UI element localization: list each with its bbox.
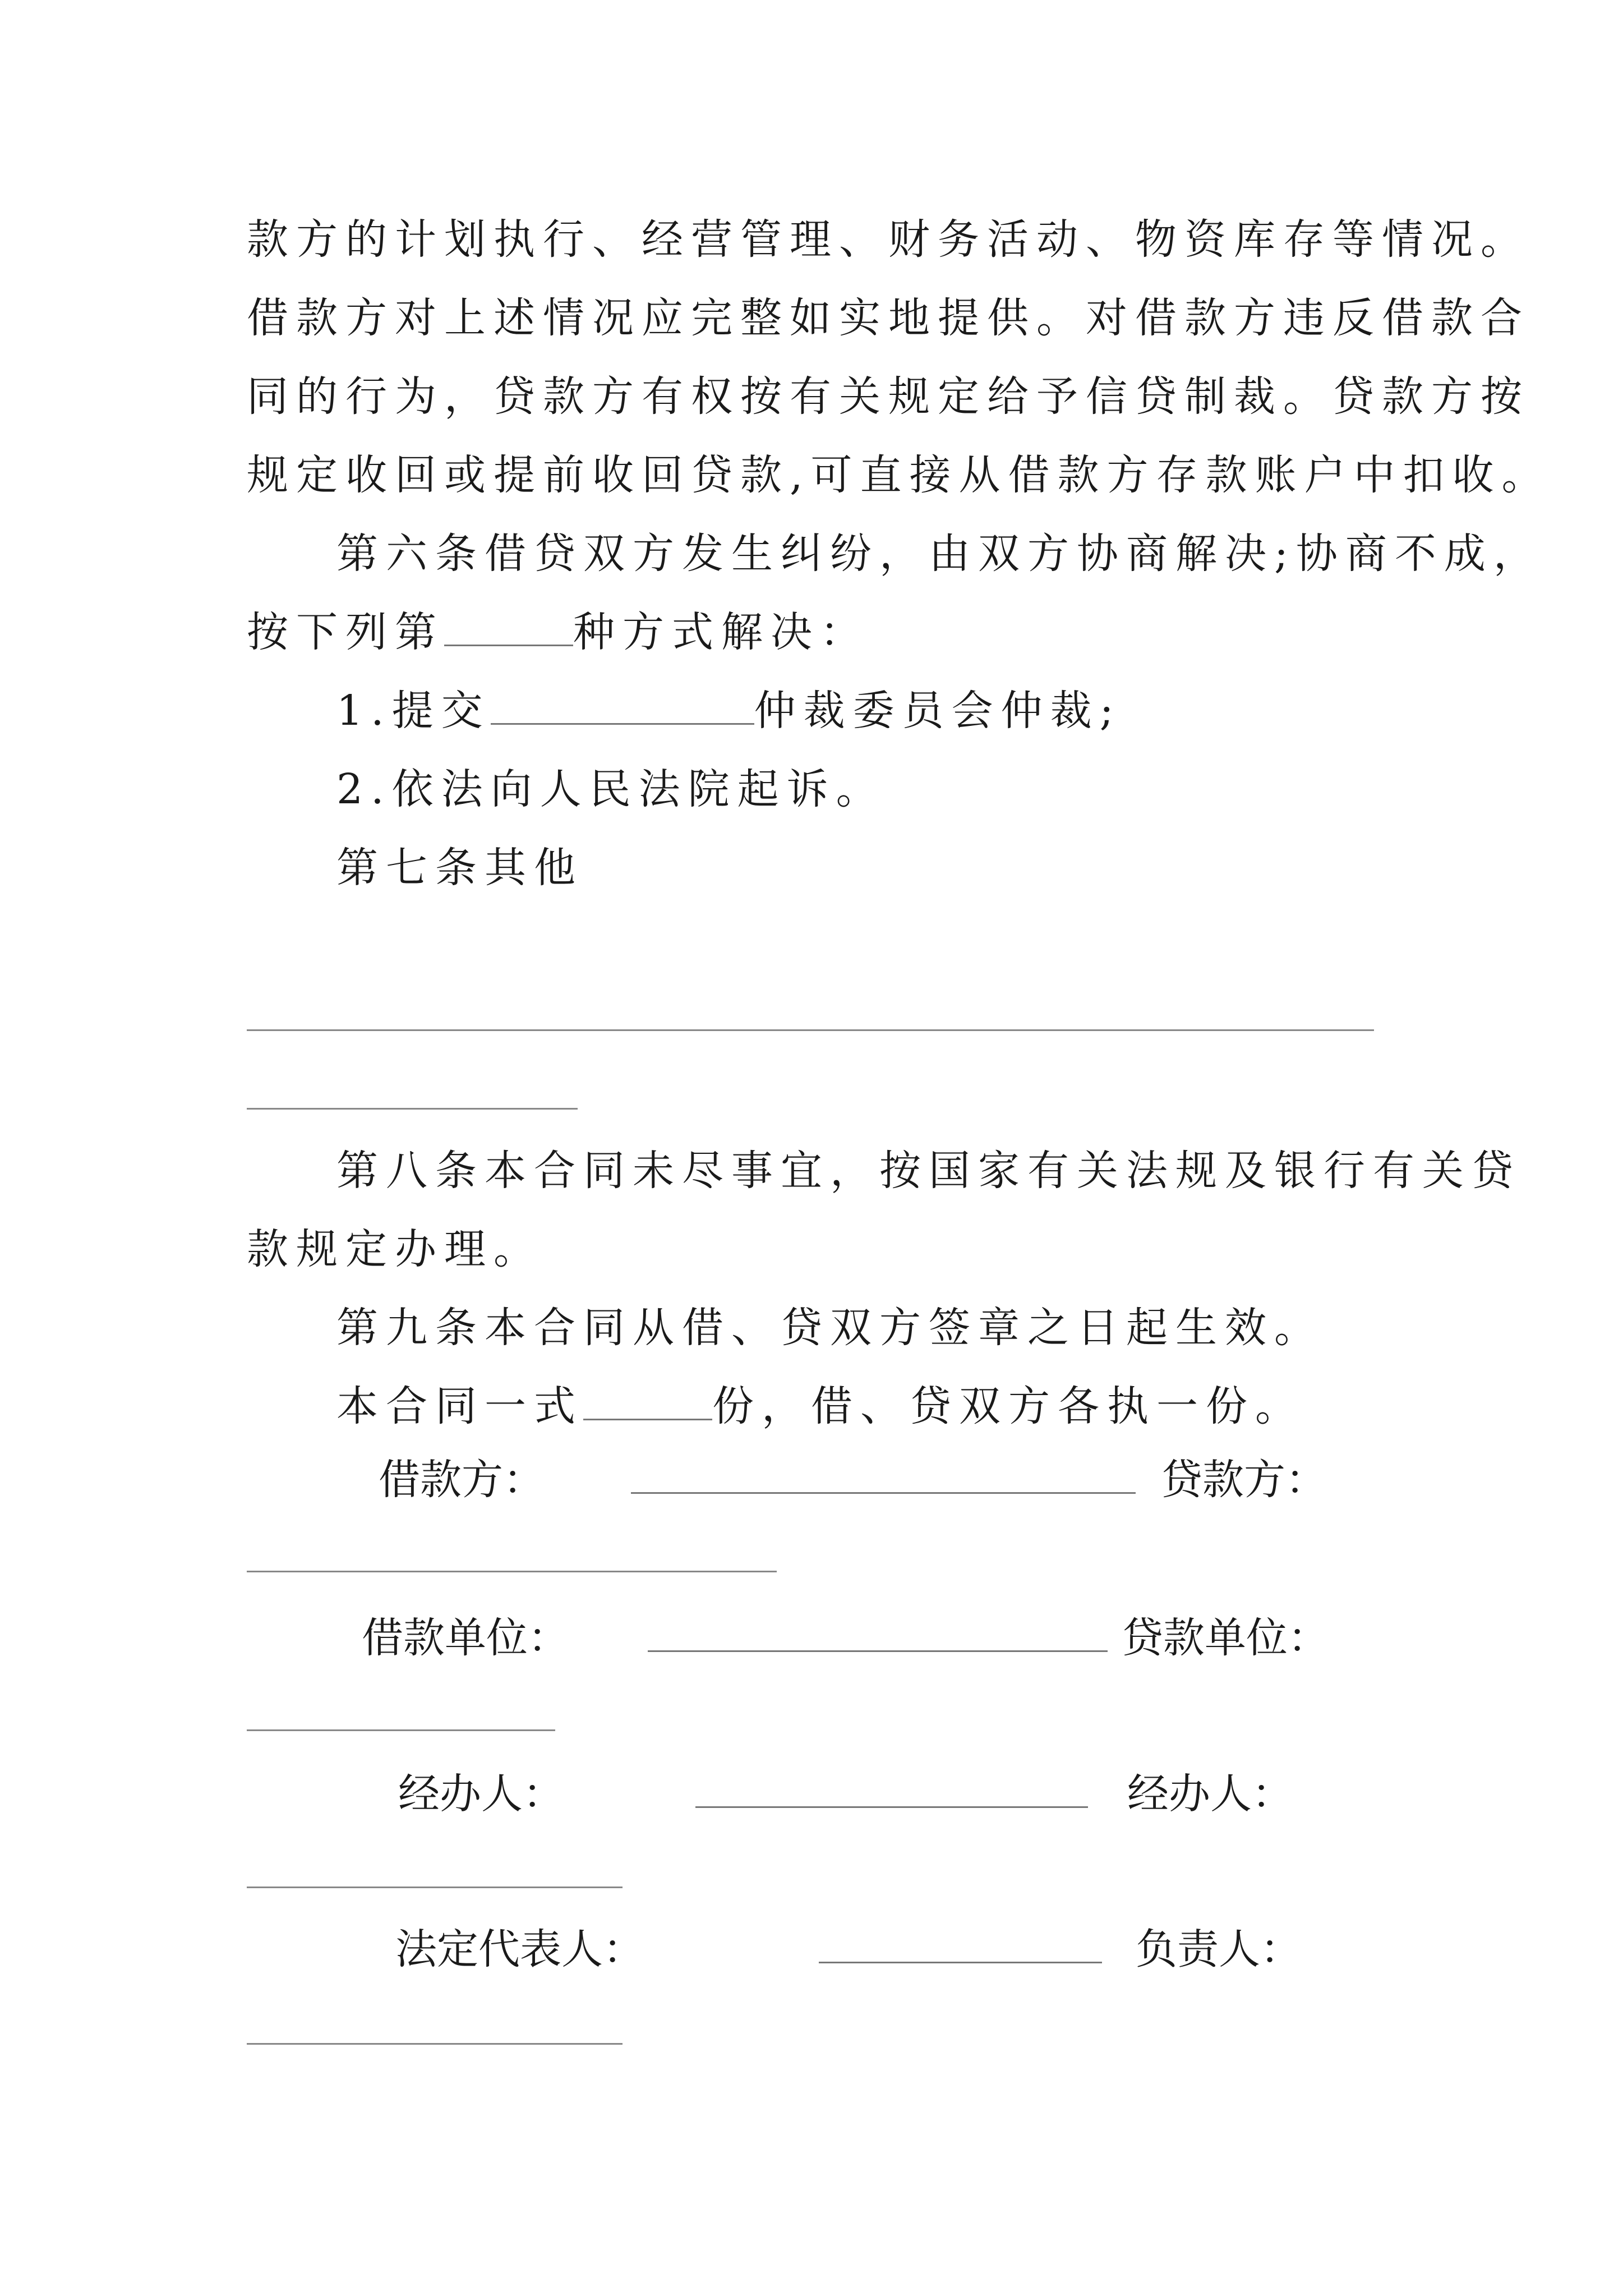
paragraph-line: 款方的计划执行、经营管理、财务活动、物资库存等情况。 xyxy=(247,215,1530,264)
lender-handler-blank[interactable] xyxy=(247,1887,623,1888)
option-2-line: 2.依法向人民法院起诉。 xyxy=(336,765,886,813)
article-8-line: 第八条本合同未尽事宜，按国家有关法规及银行有关贷 xyxy=(336,1147,1521,1195)
legal-representative-label: 法定代表人： xyxy=(395,1925,644,1973)
option-1-prefix: 1.提交 xyxy=(336,687,491,735)
method-number-blank[interactable] xyxy=(444,611,573,646)
copies-line xyxy=(336,1381,1304,1432)
option-1-line xyxy=(336,685,1122,736)
copies-count-blank[interactable] xyxy=(583,1385,712,1420)
lender-blank[interactable] xyxy=(247,1571,777,1572)
article-6-prefix: 按下列第 xyxy=(247,608,444,656)
article-8-line: 款规定办理。 xyxy=(247,1225,543,1273)
article-6-line: 第六条借贷双方发生纠纷，由双方协商解决;协商不成， xyxy=(336,530,1543,578)
lender-label: 贷款方： xyxy=(1161,1456,1327,1504)
borrower-unit-blank[interactable] xyxy=(648,1650,1108,1652)
lender-unit-label: 贷款单位： xyxy=(1122,1614,1329,1662)
borrower-handler-blank[interactable] xyxy=(695,1806,1088,1808)
paragraph-line: 借款方对上述情况应完整如实地提供。对借款方违反借款合 xyxy=(247,294,1530,342)
lender-unit-blank[interactable] xyxy=(247,1729,555,1731)
copies-suffix: 份，借、贷双方各执一份。 xyxy=(712,1382,1304,1430)
article-7-heading: 第七条其他 xyxy=(336,844,583,892)
signature-row-borrower xyxy=(247,1452,1374,1508)
other-terms-blank-line[interactable] xyxy=(247,1029,1374,1031)
signature-row-representative xyxy=(247,1921,1374,1977)
borrower-blank[interactable] xyxy=(631,1492,1136,1494)
lender-handler-label: 经办人： xyxy=(1127,1770,1293,1818)
article-6-suffix: 种方式解决： xyxy=(573,608,869,656)
signature-row-handler xyxy=(247,1766,1374,1822)
option-1-suffix: 仲裁委员会仲裁; xyxy=(754,687,1122,735)
borrower-label: 借款方： xyxy=(379,1456,545,1504)
paragraph-line: 同的行为，贷款方有权按有关规定给予信贷制裁。贷款方按 xyxy=(247,372,1530,421)
paragraph-line: 规定收回或提前收回贷款,可直接从借款方存款账户中扣收。 xyxy=(247,451,1551,499)
copies-prefix: 本合同一式 xyxy=(336,1382,583,1430)
borrower-unit-label: 借款单位： xyxy=(362,1614,569,1662)
legal-representative-blank[interactable] xyxy=(819,1962,1102,1963)
article-6-method-line xyxy=(247,607,869,657)
borrower-handler-label: 经办人： xyxy=(398,1770,564,1818)
signature-row-unit xyxy=(247,1610,1374,1666)
responsible-person-label: 负责人： xyxy=(1136,1925,1302,1973)
responsible-person-blank[interactable] xyxy=(247,2043,623,2045)
arbitration-committee-blank[interactable] xyxy=(491,689,754,725)
article-9-line: 第九条本合同从借、贷双方签章之日起生效。 xyxy=(336,1304,1324,1352)
other-terms-blank-line[interactable] xyxy=(247,1108,578,1110)
